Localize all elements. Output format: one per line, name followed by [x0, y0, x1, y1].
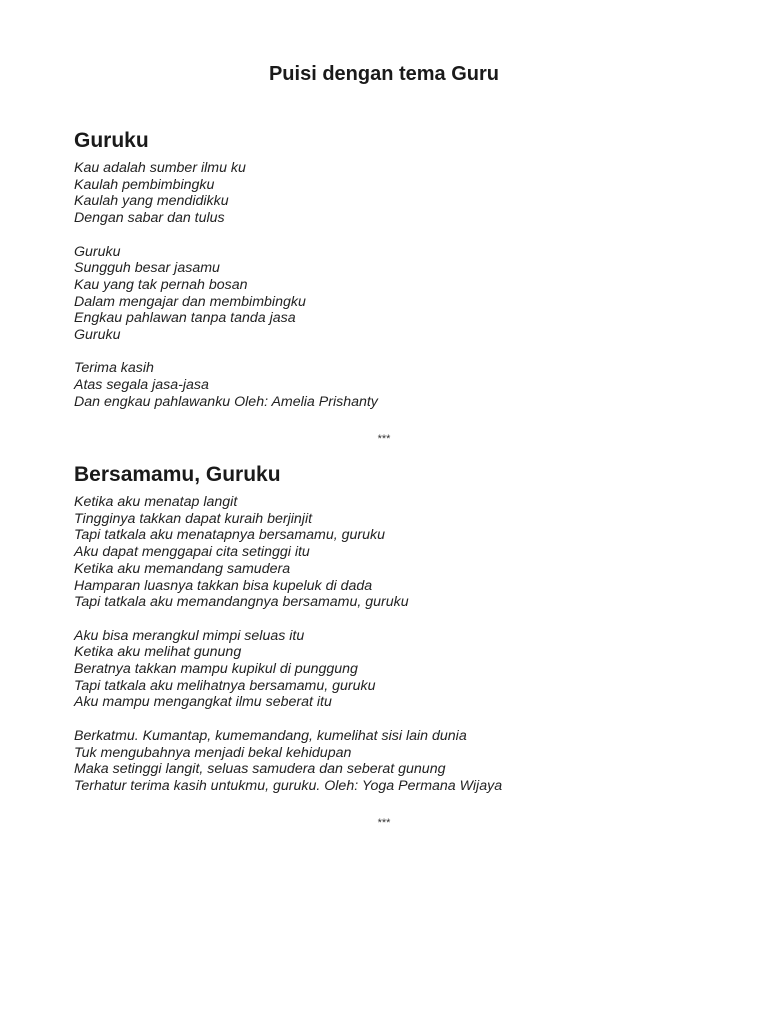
section-separator: *** — [377, 817, 391, 829]
stanza — [74, 628, 714, 712]
stanza — [74, 728, 714, 795]
poem-bersamamu-guruku — [74, 462, 714, 811]
poem-line: Dalam mengajar dan membimbingku — [74, 293, 306, 310]
stanza — [74, 494, 714, 611]
poem-line: Aku bisa merangkul mimpi seluas itu — [74, 627, 305, 644]
poem-line: Maka setinggi langit, seluas samudera dan seberat gunung — [74, 761, 446, 778]
poem-line: Guruku — [74, 327, 121, 344]
poem-line: Atas segala jasa-jasa — [74, 377, 209, 394]
poem-line: Ketika aku memandang samudera — [74, 560, 291, 577]
stanza — [74, 360, 714, 410]
poem-line: Guruku — [74, 243, 121, 260]
stanza — [74, 160, 714, 227]
poem-line: Ketika aku melihat gunung — [74, 644, 242, 661]
poem-line: Engkau pahlawan tanpa tanda jasa — [74, 310, 296, 327]
section-separator: *** — [377, 433, 391, 445]
poem-line: Dan engkau pahlawanku Oleh: Amelia Prishanty — [74, 393, 378, 410]
poem-line: Terima kasih — [74, 360, 154, 377]
poem-line: Tapi tatkala aku melihatnya bersamamu, guruku — [74, 677, 376, 694]
poem-line: Kau adalah sumber ilmu ku — [74, 160, 246, 176]
poem-line: Tuk mengubahnya menjadi bekal kehidupan — [74, 744, 352, 761]
poem-line: Dengan sabar dan tulus — [74, 210, 225, 227]
poem-line: Tapi tatkala aku menatapnya bersamamu, guruku — [74, 527, 385, 544]
poem-title: Bersamamu, Guruku — [74, 463, 281, 486]
poem-title: Guruku — [74, 129, 149, 152]
poem-line: Kaulah yang mendidikku — [74, 193, 229, 210]
poem-line: Terhatur terima kasih untukmu, guruku. Oleh: Yoga Permana Wijaya — [74, 777, 503, 794]
poem-line: Ketika aku menatap langit — [74, 494, 238, 510]
poem-line: Hamparan luasnya takkan bisa kupeluk di dada — [74, 577, 373, 594]
poem-line: Tapi tatkala aku memandangnya bersamamu, guruku — [74, 594, 409, 611]
document-title: Puisi dengan tema Guru — [268, 63, 500, 85]
poem-line: Sungguh besar jasamu — [74, 260, 220, 277]
poem-line: Berkatmu. Kumantap, kumemandang, kumelihat sisi lain dunia — [74, 727, 467, 744]
poem-line: Kau yang tak pernah bosan — [74, 276, 248, 293]
poem-line: Kaulah pembimbingku — [74, 176, 215, 193]
poem-line: Tingginya takkan dapat kuraih berjinjit — [74, 510, 313, 527]
poem-line: Beratnya takkan mampu kupikul di punggung — [74, 661, 358, 678]
stanza — [74, 244, 714, 344]
poem-line: Aku dapat menggapai cita setinggi itu — [74, 544, 310, 561]
poem-guruku — [74, 128, 714, 427]
poem-line: Aku mampu mengangkat ilmu seberat itu — [74, 694, 332, 711]
